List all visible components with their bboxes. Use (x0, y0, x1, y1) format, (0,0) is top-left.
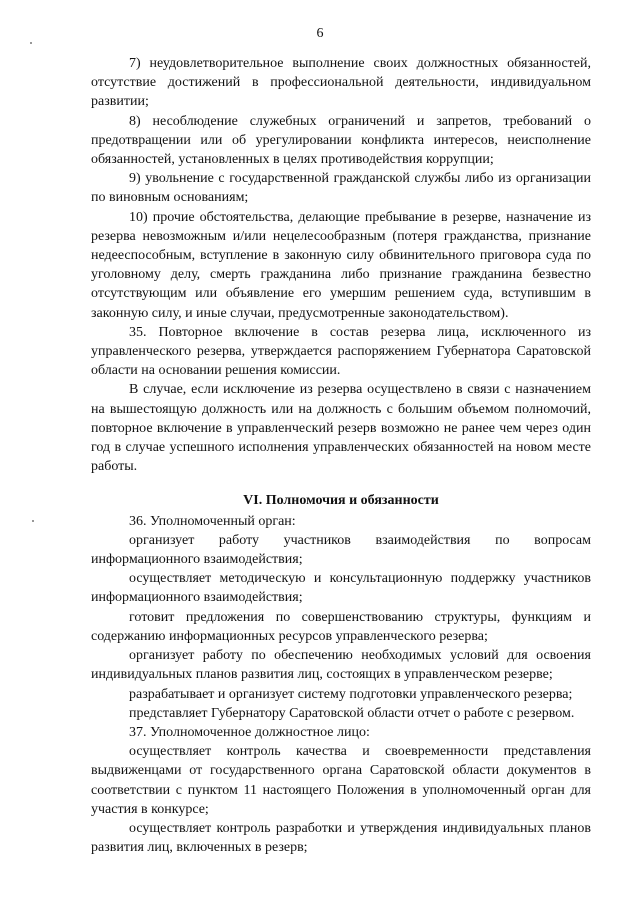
clause-36-item: осуществляет методическую и консультационную поддержку участников информационного взаимодействия; (91, 571, 591, 606)
clause-36-item: разрабатывает и организует систему подготовки управленческого резерва; (129, 686, 573, 702)
list-item-7: 7) неудовлетворительное выполнение своих должностных обязанностей, отсутствие достижений в профессиональной деятельности, индивидуальном развитии; (91, 56, 591, 110)
clause-36: 36. Уполномоченный орган: (129, 513, 296, 529)
margin-mark (32, 520, 34, 522)
clause-37: 37. Уполномоченное должностное лицо: (129, 724, 370, 740)
clause-37-item: осуществляет контроль качества и своевременности представления выдвиженцами от государственного органа Саратовской области документов в соответствии с пунктом 11 настоящего Положения в уполномоченный орган для участия в конкурсе; (91, 744, 591, 817)
list-item-8: 8) несоблюдение служебных ограничений и запретов, требований о предотвращении или об урегулировании конфликта интересов, неисполнение обязанностей, установленных в целях противодействия коррупции; (91, 113, 591, 168)
section-heading: VI. Полномочия и обязанности (243, 493, 439, 509)
page-number: 6 (316, 26, 324, 41)
clause-35: 35. Повторное включение в состав резерва лица, исключенного из управленческого резерва, утверждается распоряжением Губернатора Саратовской области на основании решения комиссии. (91, 324, 591, 379)
list-item-9: 9) увольнение с государственной гражданской службы либо из организации по виновным основаниям; (91, 171, 591, 206)
list-item-10: 10) прочие обстоятельства, делающие пребывание в резерве, назначение из резерва невозможным и/или нецелесообразным (потеря гражданства, признание недееспособным, вступление в законную силу обвинительного приговора суда по уголовному делу, смерть гражданина либо признание гражданина безвестно отсутствующим или объявление его умершим решением суда, вступившим в законную силу, и иные случаи, предусмотренные законодательством). (91, 209, 591, 321)
clause-36-item: организует работу участников взаимодействия по вопросам информационного взаимодействия; (91, 532, 591, 568)
clause-35-paragraph: В случае, если исключение из резерва осуществлено в связи с назначением на вышестоящую должность или на должность с большим объемом полномочий, повторное включение в управленческий резерв возможно не ранее чем через один год в случае успешного исполнения управленческих обязанностей на новом месте работы. (91, 382, 591, 475)
document-body (91, 54, 591, 857)
clause-36-item: представляет Губернатору Саратовской области отчет о работе с резервом. (129, 705, 575, 721)
clause-36-item: организует работу по обеспечению необходимых условий для освоения индивидуальных планов развития лиц, состоящих в управленческом резерве; (91, 648, 591, 683)
clause-36-item: готовит предложения по совершенствованию структуры, функциям и содержанию информационных ресурсов управленческого резерва; (91, 609, 591, 644)
clause-37-item: осуществляет контроль разработки и утверждения индивидуальных планов развития лиц, включенных в резерв; (91, 820, 591, 856)
margin-mark (30, 42, 32, 44)
